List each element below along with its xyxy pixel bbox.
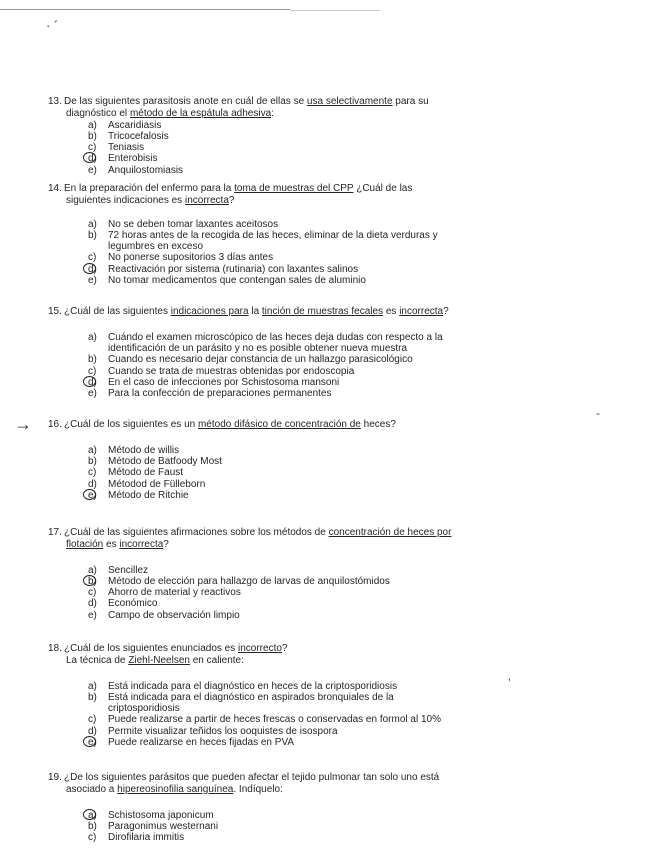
question-stem: 16. ¿Cuál de los siguientes es un método difásico de concentración de heces? (48, 419, 396, 430)
question-stem: 19. ¿De los siguientes parásitos que pueden afectar el tejido pulmonar tan solo uno está (48, 772, 440, 783)
question-15 (48, 306, 533, 400)
question-stem: 18. ¿Cuál de los siguientes enunciados es incorrecto? (48, 643, 288, 654)
option-e: e) Anquilostomiasis (88, 164, 184, 176)
question-16 (48, 419, 533, 501)
option-a: a) Método de willis (88, 444, 180, 456)
option-d: d) Económico (88, 598, 158, 610)
option-c: c) Dirofilaria immitis (88, 832, 185, 844)
margin-arrow-mark: → (14, 414, 32, 434)
options-list (48, 565, 533, 621)
option-b: b) Tricocefalosis (88, 130, 169, 142)
option-c: c) Puede realizarse a partir de heces frescas o conservadas en formol al 10% (88, 714, 441, 726)
options-list (48, 120, 533, 176)
top-rule-faint (290, 10, 380, 11)
question-stem-cont: asociado a hipereosinofilia sanguínea. Indíquelo: (66, 783, 283, 795)
question-17 (48, 527, 533, 621)
question-13 (48, 96, 533, 176)
option-a: a) Cuándo el examen microscópico de las heces deja dudas con respecto a la identificación de un parásito y no es posible obtener nueva muestra (88, 331, 443, 355)
option-c: c) No ponerse supositorios 3 días antes (88, 252, 274, 264)
option-c: c) Método de Faust (88, 467, 184, 479)
question-stem-cont: flotación es incorrecta? (66, 538, 169, 550)
top-rule (0, 9, 290, 10)
option-b: b) Cuando es necesario dejar constancia de un hallazgo parasicológico (88, 354, 413, 366)
question-number: 18. (48, 643, 62, 654)
option-a: a) Ascaridiasis (88, 119, 162, 131)
question-stem-cont: siguientes indicaciones es incorrecta? (66, 194, 235, 206)
option-b: b) Está indicada para el diagnóstico en aspirados bronquiales de la criptosporidiosis (88, 691, 394, 715)
option-d: d) Permite visualizar teñidos los ooquistes de isospora (88, 725, 338, 737)
option-d-selected: d) Enterobisis (48, 153, 533, 164)
question-number: 15. (48, 306, 62, 317)
question-stem-cont: diagnóstico el método de la espátula adhesiva: (66, 107, 274, 119)
option-b: b) Método de Batfoody Most (88, 456, 222, 468)
option-c: c) Cuando se trata de muestras obtenidas por endoscopia (88, 365, 355, 377)
question-18 (48, 643, 533, 748)
option-a-selected: a) Schistosoma japonicum (48, 810, 533, 821)
option-a: a) No se deben tomar laxantes aceitosos (88, 218, 279, 230)
question-stem: 14. En la preparación del enfermo para la toma de muestras del CPP ¿Cuál de las (48, 183, 413, 194)
option-e: e) Para la confección de preparaciones permanentes (88, 388, 332, 400)
question-stem: 17. ¿Cuál de las siguientes afirmaciones sobre los métodos de concentración de heces por (48, 527, 452, 538)
option-c: c) Ahorro de material y reactivos (88, 587, 241, 599)
question-number: 19. (48, 772, 62, 783)
option-d-selected: d) Reactivación por sistema (rutinaria) con laxantes salinos (48, 264, 533, 275)
option-d-selected: d) En el caso de infecciones por Schistosoma mansoni (48, 377, 533, 388)
margin-tick-mark: ’ (508, 676, 511, 690)
option-b-selected: b) Método de elección para hallazgo de larvas de anquilostómidos (48, 576, 533, 587)
option-b: b) Paragonimus westernani (88, 820, 219, 832)
options-list (48, 332, 533, 400)
question-19 (48, 772, 533, 843)
page-speck: · ´ (46, 18, 59, 33)
option-d: d) Métodod de Fülleborn (88, 478, 206, 490)
option-a: a) Está indicada para el diagnóstico en heces de la criptosporidiosis (88, 680, 398, 692)
question-number: 14. (48, 183, 62, 194)
option-e: e) Campo de observación limpio (88, 609, 240, 621)
question-14 (48, 183, 533, 286)
question-stem: 13. De las siguientes parasitosis anote en cuál de ellas se usa selectivamente para su (48, 96, 429, 107)
option-a: a) Sencillez (88, 564, 149, 576)
options-list (48, 219, 533, 287)
question-number: 13. (48, 96, 62, 107)
question-number: 17. (48, 527, 62, 538)
options-list (48, 681, 533, 749)
option-e-selected: e) Método de Ritchie (48, 490, 533, 501)
option-b: b) 72 horas antes de la recogida de las heces, eliminar de la dieta verduras y legumbres en exceso (88, 229, 438, 253)
question-stem-cont: La técnica de Ziehl-Neelsen en caliente: (66, 654, 244, 666)
option-c: c) Teniasis (88, 142, 145, 154)
option-e: e) No tomar medicamentos que contengan sales de aluminio (88, 275, 366, 287)
question-number: 16. (48, 419, 62, 430)
margin-dash-mark: - (596, 406, 600, 420)
options-list (48, 810, 533, 844)
option-e-selected: e) Puede realizarse en heces fijadas en PVA (48, 737, 533, 748)
question-stem: 15. ¿Cuál de las siguientes indicaciones para la tinción de muestras fecales es incorrecta? (48, 306, 449, 317)
options-list (48, 445, 533, 501)
